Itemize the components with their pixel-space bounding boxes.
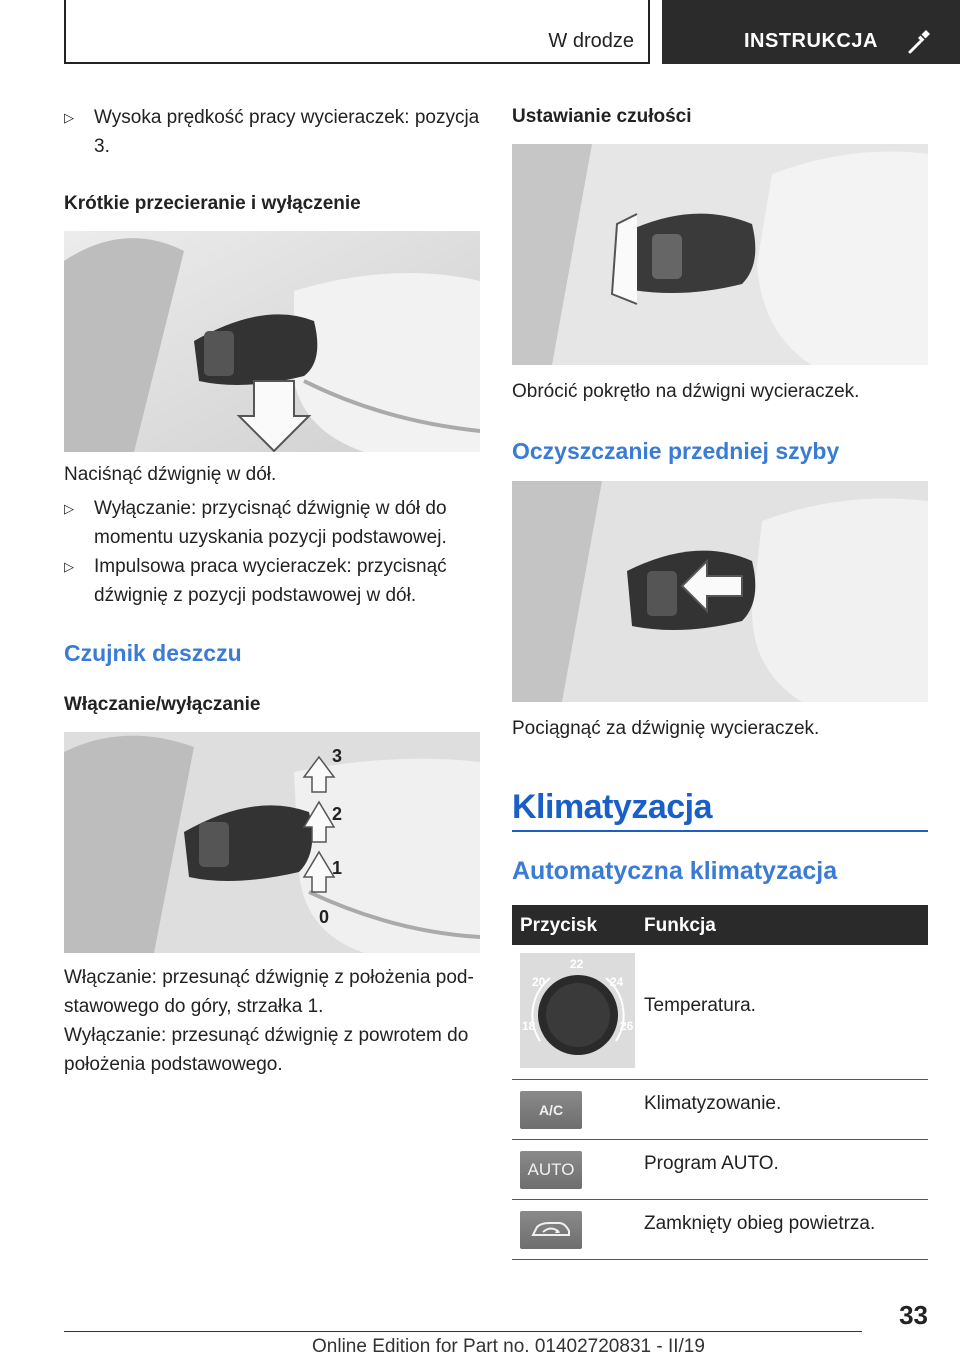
stage-label-3: 3 <box>332 746 343 766</box>
image-lever-press-down <box>64 231 480 452</box>
chapter-divider <box>512 830 928 832</box>
dial-label: 26 <box>620 1019 634 1033</box>
function-recirculation: Zamknięty obieg powietrza. <box>644 1213 876 1234</box>
header-section-title: W drodze <box>548 30 634 52</box>
bullet-triangle-icon: ▷ <box>64 501 74 516</box>
function-auto: Program AUTO. <box>644 1153 779 1174</box>
image-lever-stages <box>64 732 480 953</box>
bullet-high-speed: ▷ Wysoka prędkość pracy wycieraczek: pozycja 3. <box>64 103 480 161</box>
section-auto-ac: Automatyczna klimatyzacja <box>512 857 838 885</box>
dial-label: 20 <box>532 975 546 989</box>
col-function: Funkcja <box>644 915 716 936</box>
header-chapter-box <box>662 0 960 64</box>
table-row <box>512 1140 928 1200</box>
section-windshield-clean: Oczyszczanie przedniej szyby <box>512 438 840 464</box>
footer-divider <box>64 1331 862 1332</box>
function-temperature: Temperatura. <box>644 995 756 1016</box>
dial-label: 22 <box>570 957 584 971</box>
table-row <box>512 1080 928 1140</box>
stage-label-2: 2 <box>332 804 343 824</box>
text-pull-lever: Pociągnąć za dźwignię wycieraczek. <box>512 718 820 739</box>
chapter-title: Klimatyzacja <box>512 788 712 826</box>
dial-label: 24 <box>610 975 624 989</box>
controls-table <box>512 905 928 1260</box>
table-row <box>512 1200 928 1260</box>
recirculation-button-icon <box>520 1211 582 1249</box>
bullet-impulse: ▷ Impulsowa praca wycieraczek: przycisnąć dźwignię z pozycji podstawowej w dół. <box>64 552 480 610</box>
header-chapter-title: INSTRUKCJA <box>744 30 878 52</box>
auto-button-icon: AUTO <box>520 1151 582 1189</box>
text-on: Włączanie: przesunąć dźwignię z położenia podstawowego do góry, strzałka 1. <box>64 967 474 1017</box>
stage-label-0: 0 <box>319 907 330 927</box>
temperature-knob-icon <box>520 953 635 1068</box>
page-number: 33 <box>899 1300 928 1330</box>
header-section-box <box>64 0 650 64</box>
text-turn-knob: Obrócić pokrętło na dźwigni wycieraczek. <box>512 381 860 402</box>
text-off: Wyłączanie: przesunąć dźwignię z powrotem do położenia podstawowego. <box>64 1025 469 1075</box>
image-lever-pull <box>512 481 928 702</box>
stage-label-1: 1 <box>332 858 343 878</box>
table-header <box>512 905 928 945</box>
ac-button-icon: A/C <box>520 1091 582 1129</box>
bullet-off: ▷ Wyłączanie: przycisnąć dźwignię w dół do momentu uzyskania pozycji podstawowej. <box>64 494 480 552</box>
col-button: Przycisk <box>520 915 598 936</box>
footer-edition: Online Edition for Part no. 01402720831 - II/19 <box>312 1336 705 1357</box>
image-knob-turn <box>512 144 928 365</box>
subheading-on-off: Włączanie/wyłączanie <box>64 694 261 715</box>
section-rain-sensor: Czujnik deszczu <box>64 640 242 666</box>
subheading-sensitivity: Ustawianie czułości <box>512 106 692 127</box>
tool-icon <box>906 28 932 54</box>
text-press-down: Naciśnąć dźwignię w dół. <box>64 464 277 485</box>
table-row <box>512 945 928 1080</box>
bullet-triangle-icon: ▷ <box>64 559 74 574</box>
subheading-short-wipe: Krótkie przecieranie i wyłączenie <box>64 193 361 214</box>
function-ac: Klimatyzowanie. <box>644 1093 782 1114</box>
bullet-triangle-icon: ▷ <box>64 110 74 125</box>
dial-label: 18 <box>522 1019 536 1033</box>
